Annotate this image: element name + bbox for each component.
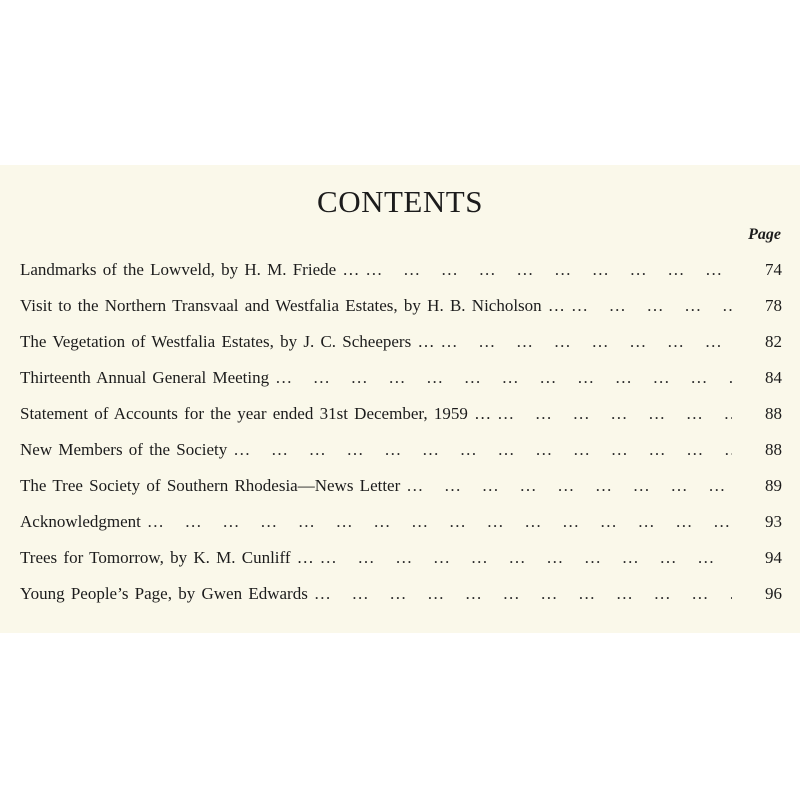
dot-leader	[365, 260, 732, 280]
entry-title: Thirteenth Annual General Meeting	[20, 368, 270, 387]
dot-leader	[320, 548, 732, 568]
entry-page-number: 74	[765, 260, 782, 279]
page-column-label: Page	[748, 226, 781, 243]
contents-entry	[20, 360, 782, 396]
entry-page-number: 88	[765, 440, 782, 459]
dot-leader	[497, 404, 732, 424]
contents-entry	[20, 468, 782, 504]
contents-entry	[20, 252, 782, 288]
dot-leader	[314, 584, 732, 604]
entry-page-number: 93	[765, 512, 782, 531]
contents-entry	[20, 396, 782, 432]
entry-page-number: 96	[765, 584, 782, 603]
entry-title: The Tree Society of Southern Rhodesia—News Letter	[20, 476, 401, 495]
dot-leader	[147, 512, 732, 532]
dot-leader	[406, 476, 732, 496]
entry-title: Landmarks of the Lowveld, by H. M. Friede …	[20, 260, 360, 279]
entry-title: Visit to the Northern Transvaal and Westfalia Estates, by H. B. Nicholson …	[20, 296, 565, 315]
entry-page-number: 94	[765, 548, 782, 567]
entry-page-number: 84	[765, 368, 782, 387]
entry-title: Young People’s Page, by Gwen Edwards	[20, 584, 308, 603]
contents-heading: CONTENTS	[317, 184, 483, 219]
entry-page-number: 78	[765, 296, 782, 315]
contents-entry	[20, 576, 782, 612]
entry-page-number: 88	[765, 404, 782, 423]
contents-entry	[20, 324, 782, 360]
dot-leader	[275, 368, 732, 388]
contents-entry	[20, 504, 782, 540]
dot-leader	[233, 440, 732, 460]
entry-page-number: 89	[765, 476, 782, 495]
contents-list	[20, 252, 782, 612]
contents-entry	[20, 288, 782, 324]
contents-entry	[20, 432, 782, 468]
entry-title: Acknowledgment	[20, 512, 141, 531]
entry-title: Statement of Accounts for the year ended 31st December, 1959 …	[20, 404, 492, 423]
entry-title: Trees for Tomorrow, by K. M. Cunliff …	[20, 548, 314, 567]
dot-leader	[440, 332, 732, 352]
contents-entry	[20, 540, 782, 576]
entry-page-number: 82	[765, 332, 782, 351]
dot-leader	[571, 296, 732, 316]
entry-title: New Members of the Society	[20, 440, 228, 459]
entry-title: The Vegetation of Westfalia Estates, by J. C. Scheepers …	[20, 332, 435, 351]
